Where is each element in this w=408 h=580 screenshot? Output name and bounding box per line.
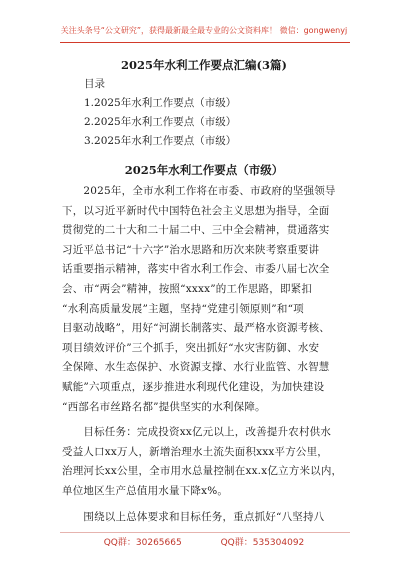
text-line: 赋能”六项重点，逐步推进水利现代化建设，为加快建设 [62,380,325,393]
table-of-contents [84,75,236,151]
paragraph-targets [62,423,354,501]
toc-item-3[interactable]: 3.2025年水利工作要点（市级） [84,135,237,147]
text-line: 受益人口xx万人，新增治理水土流失面积xxx平方公里， [62,445,329,458]
text-line: 目标任务：完成投资xx亿元以上，改善提升农村供水 [62,426,332,439]
text-line: 话重要指示精神，落实中省水利工作会、市委八届七次全 [62,263,330,276]
text-line: 治理河长xx公里，全市用水总量控制在xx.x亿立方米以内， [62,465,343,478]
body-text [62,182,354,527]
toc-item-1[interactable]: 1.2025年水利工作要点（市级） [84,97,237,109]
footer-divider [60,532,350,533]
text-line: 围绕以上总体要求和目标任务，重点抓好“八坚持八 [62,510,325,523]
footer-qq-group-2: QQ群：535304092 [220,538,305,548]
text-line: 下，以习近平新时代中国特色社会主义思想为指导，全面 [62,204,330,217]
text-line: 目驱动战略”，用好“河湖长制落实、最严格水资源考核、 [62,322,330,335]
section-title: 2025年水利工作要点（市级） [124,163,284,177]
text-line: 习近平总书记“十六字”治水思路和历次来陕考察重要讲 [62,243,320,256]
text-line: “西部名市丝路名都”提供坚实的水利保障。 [62,400,266,413]
text-line: “水利高质量发展”主题，坚持“党建引领原则”和“项 [62,302,304,315]
text-line: 全保障、水生态保护、水资源支撑、水行业监管、水智慧 [62,361,330,374]
paragraph-intro [62,182,354,417]
footer-qq-group-1: QQ群：30265665 [103,538,182,548]
text-line: 2025年，全市水利工作将在市委、市政府的坚强领导 [62,185,336,197]
document-title: 2025年水利工作要点汇编(3篇) [121,58,287,72]
text-line: 贯彻党的二十大和二十届二中、三中全会精神，贯通落实 [62,224,330,237]
paragraph-focus [62,508,354,528]
toc-heading: 目录 [84,78,105,90]
header-divider [60,42,350,43]
toc-item-2[interactable]: 2.2025年水利工作要点（市级） [84,116,237,128]
footer [0,537,408,549]
header-banner: 关注头条号“公文研究”，获得最新最全最专业的公文资料库！ 微信：gongwenyj [60,26,348,35]
text-line: 单位地区生产总值用水量下降x%。 [62,484,229,497]
text-line: 项目绩效评价”三个抓手，突出抓好“水灾害防御、水安 [62,341,320,354]
text-line: 会、市“两会”精神，按照“xxxx”的工作思路，即紧扣 [62,282,313,295]
